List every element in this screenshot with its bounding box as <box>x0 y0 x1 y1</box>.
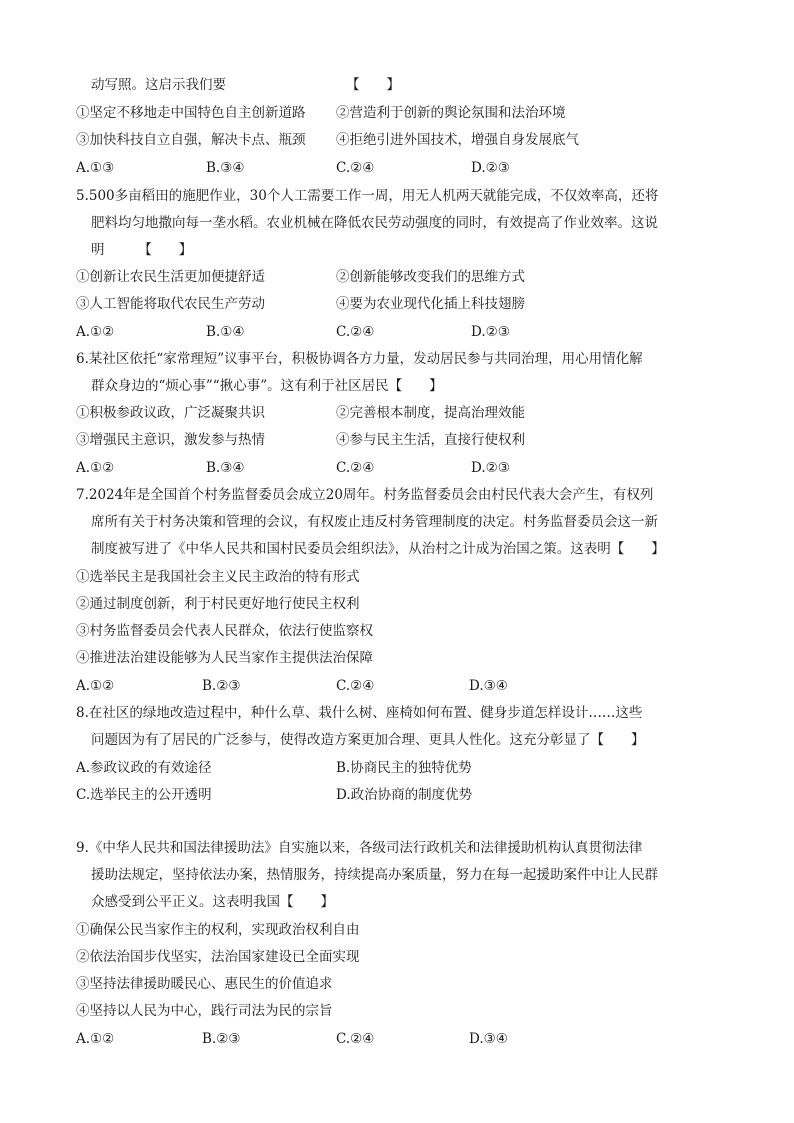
q6-option-4: ④参与民主生活，直接行使权利 <box>336 432 525 448</box>
q7-option-2: ②通过制度创新，利于村民更好地行使民主权利 <box>76 596 360 612</box>
q4-option-2: ②营造利于创新的舆论氛围和法治环境 <box>336 105 566 121</box>
q7-option-3: ③村务监督委员会代表人民群众，依法行使监察权 <box>76 623 373 639</box>
q5-option-1: ①创新让农民生活更加便捷舒适 <box>76 269 265 285</box>
q5-choice-b: B.①④ <box>206 324 245 340</box>
q9-choice-d: D.③④ <box>469 1031 508 1047</box>
q5-option-4: ④要为农业现代化插上科技翅膀 <box>336 296 525 312</box>
q7-stem-line-1: 7.2024年是全国首个村务监督委员会成立20周年。村务监督委员会由村民代表大会产生，有权列 <box>76 487 654 503</box>
q4-option-1: ①坚定不移地走中国特色自主创新道路 <box>76 105 306 121</box>
q7-choice-a: A.①② <box>76 678 115 694</box>
q9-stem-line-2: 援助法规定，坚持依法办案，热情服务，持续提高办案质量，努力在每一起援助案件中让人民群 <box>91 867 658 883</box>
q5-stem-line-2: 肥料均匀地撒向每一垄水稻。农业机械在降低农民劳动强度的同时，有效提高了作业效率。这说 <box>91 215 658 231</box>
q4-stem-text: 动写照。这启示我们要 <box>91 77 226 93</box>
q8-stem-line-2: 问题因为有了居民的广泛参与，使得改造方案更加合理、更具人性化。这充分彰显了【 】 <box>91 732 645 748</box>
q6-choice-d: D.②③ <box>471 460 510 476</box>
q6-stem-line-2: 群众身边的“烦心事”“揪心事”。这有利于社区居民【 】 <box>91 378 443 394</box>
q5-choice-c: C.②④ <box>336 324 375 340</box>
q6-choice-b: B.③④ <box>206 460 245 476</box>
q9-option-4: ④坚持以人民为中心，践行司法为民的宗旨 <box>76 1003 333 1019</box>
q4-option-4: ④拒绝引进外国技术，增强自身发展底气 <box>336 132 579 148</box>
q5-stem-line-3: 明 【 】 <box>91 242 193 258</box>
q7-stem-line-2: 席所有关于村务决策和管理的会议，有权废止违反村务管理制度的决定。村务监督委员会这一新 <box>91 514 658 530</box>
q8-choice-b: B.协商民主的独特优势 <box>336 760 472 776</box>
q4-choice-b: B.③④ <box>206 160 245 176</box>
q9-stem-line-1: 9.《中华人民共和国法律援助法》自实施以来，各级司法行政机关和法律援助机构认真贯彻法律 <box>76 840 643 856</box>
q7-choice-d: D.③④ <box>469 678 508 694</box>
q7-option-1: ①选举民主是我国社会主义民主政治的特有形式 <box>76 569 360 585</box>
q4-choice-c: C.②④ <box>336 160 375 176</box>
q6-option-2: ②完善根本制度，提高治理效能 <box>336 405 525 421</box>
q6-choice-c: C.②④ <box>336 460 375 476</box>
q6-option-3: ③增强民主意识，激发参与热情 <box>76 432 265 448</box>
q4-choice-a: A.①③ <box>76 160 115 176</box>
q7-option-4: ④推进法治建设能够为人民当家作主提供法治保障 <box>76 650 373 666</box>
q5-stem-line-1: 5.500多亩稻田的施肥作业，30个人工需要工作一周，用无人机两天就能完成，不仅效率高，还将 <box>76 188 659 204</box>
q5-choice-d: D.②③ <box>471 324 510 340</box>
q7-stem-line-3: 制度被写进了《中华人民共和国村民委员会组织法》，从治村之计成为治国之策。这表明【 】 <box>91 541 665 557</box>
q6-stem-line-1: 6.某社区依托“家常理短”议事平台，积极协调各方力量，发动居民参与共同治理，用心用情化解 <box>76 351 643 367</box>
q9-stem-line-3: 众感受到公平正义。这表明我国【 】 <box>91 894 334 910</box>
q5-option-2: ②创新能够改变我们的思维方式 <box>336 269 525 285</box>
q9-option-1: ①确保公民当家作主的权利，实现政治权利自由 <box>76 922 360 938</box>
q9-choice-b: B.②③ <box>202 1031 241 1047</box>
q9-choice-c: C.②④ <box>336 1031 375 1047</box>
q8-stem-line-1: 8.在社区的绿地改造过程中，种什么草、栽什么树、座椅如何布置、健身步道怎样设计……这些 <box>76 705 643 721</box>
q5-option-3: ③人工智能将取代农民生产劳动 <box>76 296 265 312</box>
q4-stem-tail <box>91 75 226 95</box>
q4-option-3: ③加快科技自立自强，解决卡点、瓶颈 <box>76 132 306 148</box>
q9-option-3: ③坚持法律援助暖民心、惠民生的价值追求 <box>76 976 333 992</box>
q8-choice-d: D.政治协商的制度优势 <box>336 787 473 803</box>
q5-choice-a: A.①② <box>76 324 115 340</box>
q7-choice-b: B.②③ <box>202 678 241 694</box>
q7-choice-c: C.②④ <box>336 678 375 694</box>
q8-choice-a: A.参政议政的有效途径 <box>76 760 212 776</box>
q8-choice-c: C.选举民主的公开透明 <box>76 787 212 803</box>
q9-choice-a: A.①② <box>76 1031 115 1047</box>
q9-option-2: ②依法治国步伐坚实，法治国家建设已全面实现 <box>76 949 360 965</box>
q6-choice-a: A.①② <box>76 460 115 476</box>
q4-choice-d: D.②③ <box>471 160 510 176</box>
q6-option-1: ①积极参政议政，广泛凝聚共识 <box>76 405 265 421</box>
q4-answer-bracket: 【 】 <box>346 77 400 93</box>
